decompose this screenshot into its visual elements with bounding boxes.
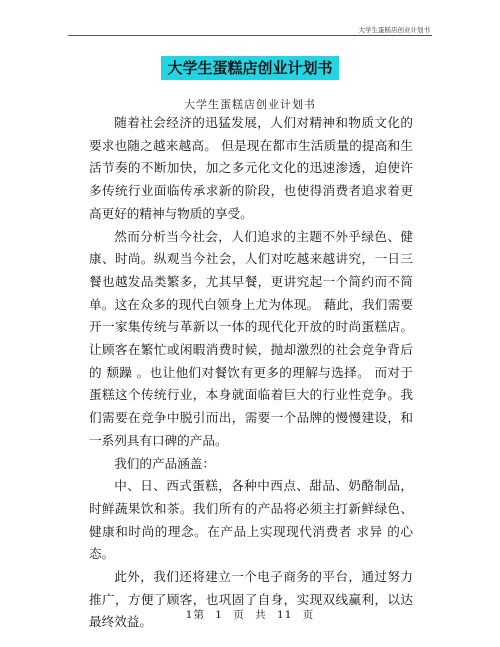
title-wrap [0, 56, 500, 80]
footer-part: 1第 [185, 609, 205, 621]
document-body [89, 112, 413, 634]
footer-part: 页 [233, 609, 245, 621]
paragraph: 中、日、西式蛋糕，各种中西点、甜品、奶酪制品，时鲜蔬果饮和茶。我们所有的产品将必须主打新鲜绿色、健康和时尚的理念。在产品上实现现代消费者 求异 的心态。 [89, 478, 413, 562]
paragraph: 我们的产品涵盖： [114, 455, 215, 471]
paragraph: 然而分析当今社会，人们追求的主题不外乎绿色、健康、时尚。纵观当今社会，人们对吃越来越讲究，一日三餐也越发品类繁多，尤其早餐，更讲究起一个简约而不简单。这在众多的现代白领身上尤为体现。 藉此，我们需要开一家集传统与革新以一体的现代化开放的时尚蛋糕店。让顾客在繁忙或闲暇消费时候，抛却激烈的社会竞争背后的 颓躁 。也让他们对餐饮有更多的理解与选择。 而对于蛋糕这个传统行业，本身就面临着巨大的行业性竞争。我们需要在竞争中脱引而出，需要一个品牌的慢慢建设，和一系列具有口碑的产品。 [89, 228, 413, 448]
page-number-footer [0, 607, 500, 622]
footer-part: 1 [215, 609, 223, 621]
paragraph: 随着社会经济的迅猛发展，人们对精神和物质文化的要求也随之越来越高。 但是现在都市生活质量的提高和生活节奏的不断加快，加之多元化文化的迅速渗透，迫使许多传统行业面临传承求新的阶段，也使得消费者追求着更高更好的精神与物质的享受。 [89, 115, 413, 221]
header-rule [68, 35, 432, 36]
footer-part: 共 [255, 609, 267, 621]
document-title: 大学生蛋糕店创业计划书 [161, 56, 338, 80]
footer-part: 11 [277, 609, 293, 621]
header-note: 大学生蛋糕店创业计划书 [358, 26, 430, 34]
paragraph: 此外，我们还将建立一个电子商务的平台，通过努力推广，方便了顾客，也巩固了自身，实现双线赢利，以达最终效益。 [89, 569, 413, 630]
document-subtitle: 大学生蛋糕店创业计划书 [184, 98, 316, 111]
footer-part: 页 [302, 609, 315, 621]
